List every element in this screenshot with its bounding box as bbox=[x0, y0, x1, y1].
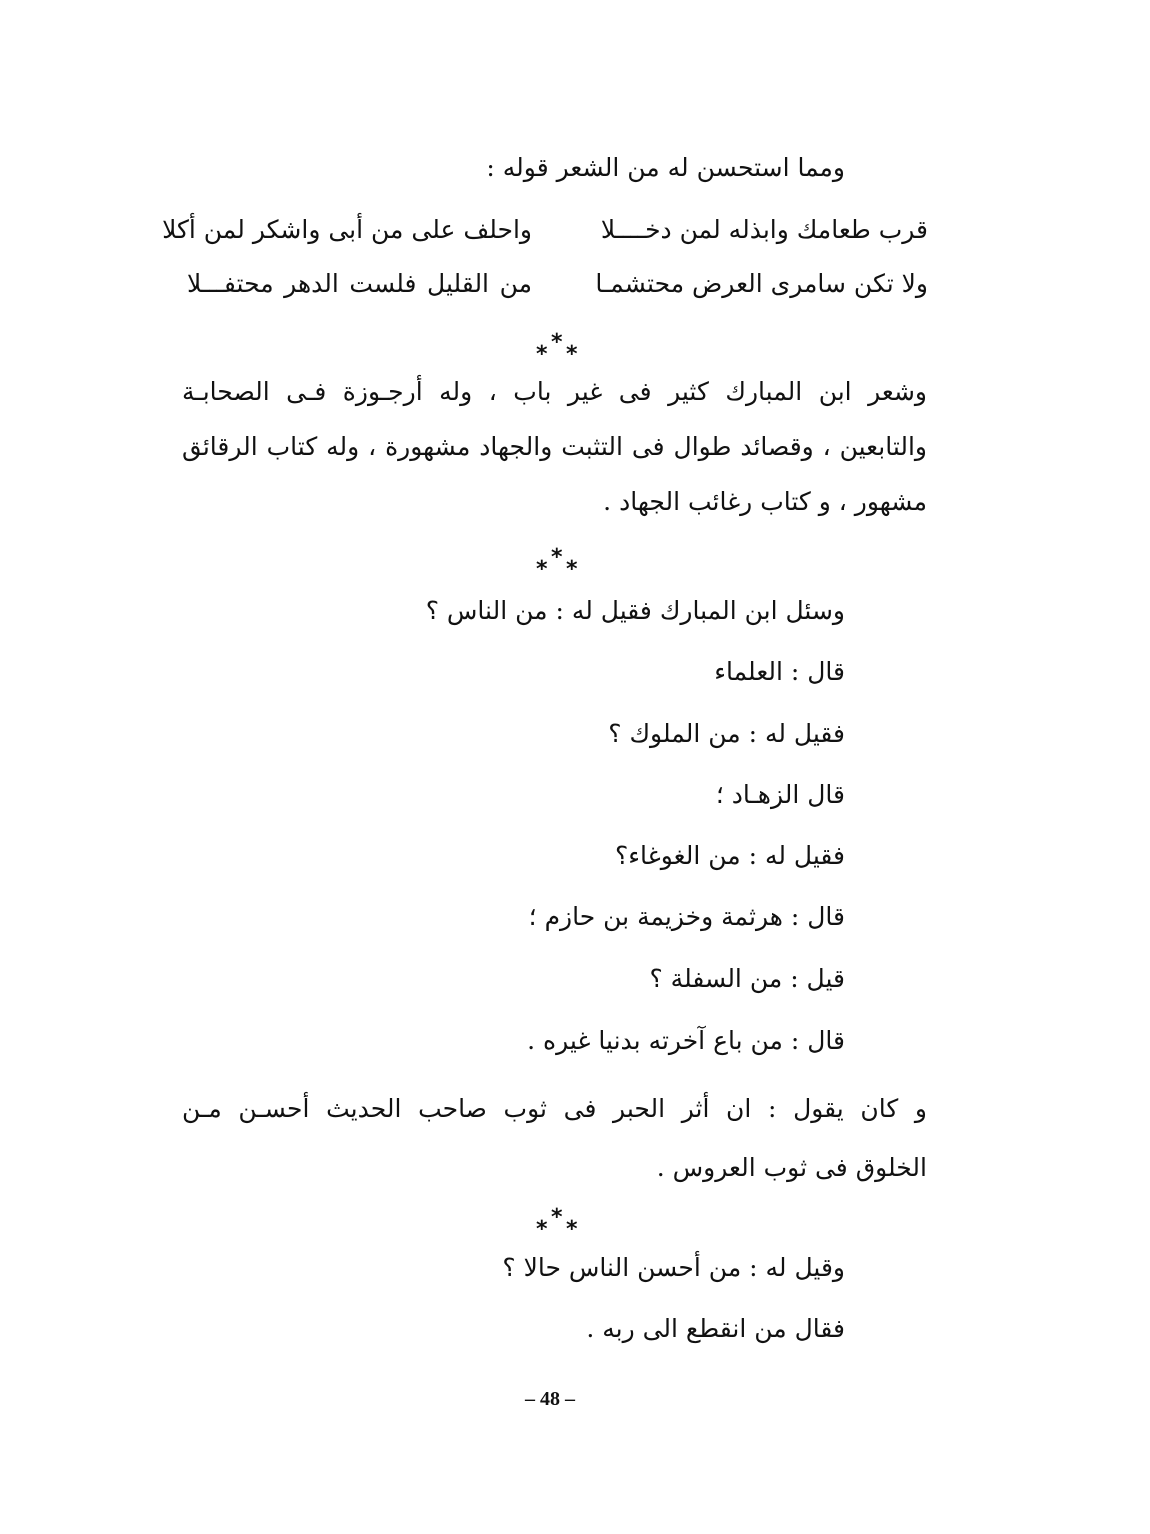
separator-star: * bbox=[566, 1217, 578, 1242]
separator-star: * bbox=[551, 545, 563, 570]
separator-star: * bbox=[566, 557, 578, 582]
verse-1-second-hemistich: واحلف على من أبى واشكر لمن أكلا bbox=[162, 215, 532, 244]
paragraph-line: الخلوق فى ثوب العروس . bbox=[656, 1153, 927, 1182]
dialogue-line: فقيل له : من الملوك ؟ bbox=[608, 719, 845, 748]
paragraph-line: والتابعين ، وقصائد طوال فى التثبت والجهاد مشهورة ، وله كتاب الرقائق bbox=[182, 432, 927, 461]
separator-star: * bbox=[551, 1205, 563, 1230]
paragraph-line: و كان يقول : ان أثر الحبر فى ثوب صاحب الحديث أحسـن مـن bbox=[182, 1094, 927, 1123]
paragraph-line: وشعر ابن المبارك كثير فى غير باب ، وله أرجـوزة فـى الصحابـة bbox=[182, 377, 927, 406]
dialogue-line: فقيل له : من الغوغاء؟ bbox=[615, 841, 845, 870]
separator-star: * bbox=[536, 342, 548, 367]
dialogue-line: قال : العلماء bbox=[714, 657, 845, 686]
paragraph-line: مشهور ، و كتاب رغائب الجهاد . bbox=[603, 487, 927, 516]
page-number: – 48 – bbox=[525, 1388, 575, 1410]
dialogue-line: قيل : من السفلة ؟ bbox=[649, 964, 845, 993]
separator-star: * bbox=[536, 557, 548, 582]
dialogue-line: قال : هرثمة وخزيمة بن حازم ؛ bbox=[528, 902, 845, 931]
separator-star: * bbox=[536, 1217, 548, 1242]
verse-2-first-hemistich: ولا تكن سامرى العرض محتشمـا bbox=[595, 269, 928, 298]
section-separator bbox=[530, 545, 590, 585]
final-line: فقال من انقطع الى ربه . bbox=[586, 1314, 845, 1343]
final-line: وقيل له : من أحسن الناس حالا ؟ bbox=[502, 1253, 845, 1282]
intro-line: ومما استحسن له من الشعر قوله : bbox=[486, 153, 845, 182]
verse-2-second-hemistich: من القليل فلست الدهر محتفـــلا bbox=[187, 269, 532, 298]
separator-star: * bbox=[551, 330, 563, 355]
verse-1-first-hemistich: قرب طعامك وابذله لمن دخــــلا bbox=[600, 215, 928, 244]
dialogue-line: قال : من باع آخرته بدنيا غيره . bbox=[527, 1026, 845, 1055]
section-separator bbox=[530, 1205, 590, 1245]
dialogue-line: قال الزهـاد ؛ bbox=[715, 780, 845, 809]
dialogue-line: وسئل ابن المبارك فقيل له : من الناس ؟ bbox=[425, 596, 845, 625]
section-separator bbox=[530, 330, 590, 370]
separator-star: * bbox=[566, 342, 578, 367]
